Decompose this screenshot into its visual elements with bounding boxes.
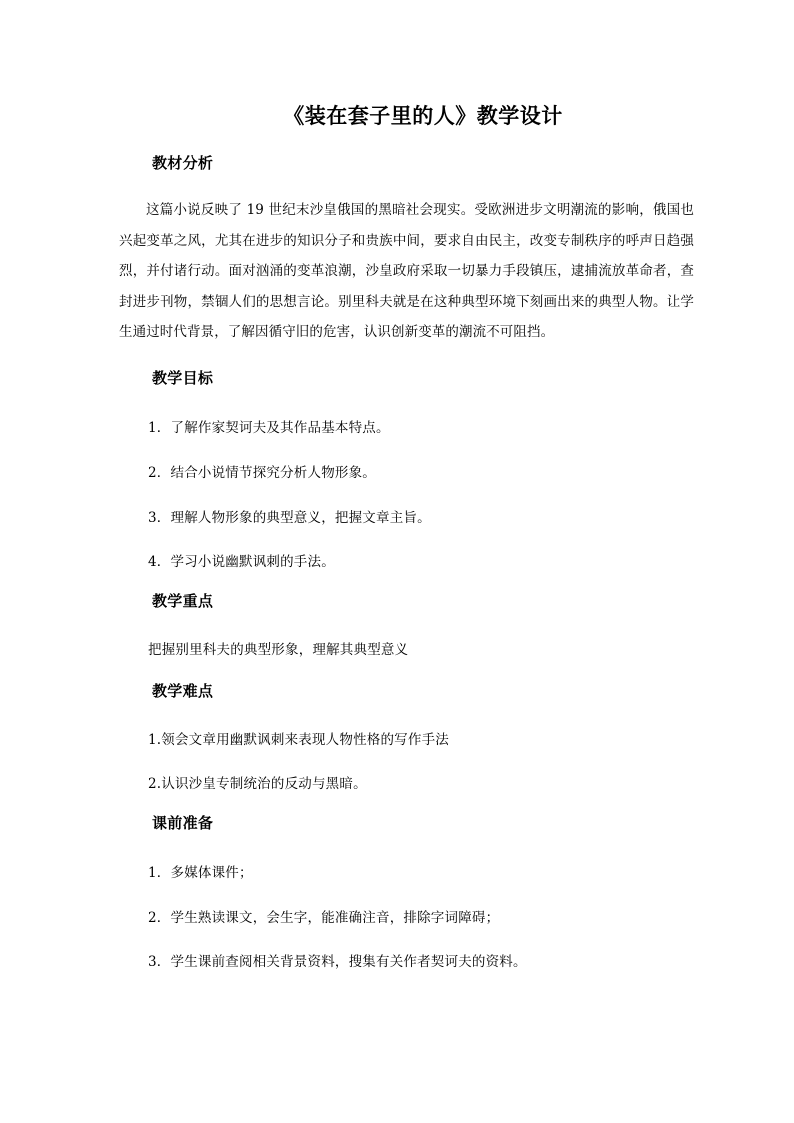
focus-text: 把握别里科夫的典型形象，理解其典型意义 — [148, 642, 409, 658]
goal-item: 4．学习小说幽默讽刺的手法。 — [148, 554, 335, 570]
preparation-item: 3．学生课前查阅相关背景资料，搜集有关作者契诃夫的资料。 — [148, 954, 527, 970]
difficulty-item: 1.领会文章用幽默讽刺来表现人物性格的写作手法 — [148, 732, 449, 748]
analysis-paragraph: 这篇小说反映了 19 世纪末沙皇俄国的黑暗社会现实。受欧洲进步文明潮流的影响，俄国也兴起变革之风，尤其在进步的知识分子和贵族中间，要求自由民主，改变专制秩序的呼声日趋强烈，并付诸行动。面对汹涌的变革浪潮，沙皇政府采取一切暴力手段镇压，逮捕流放革命者，查封进步刊物，禁锢人们的思想言论。别里科夫就是在这种典型环境下刻画出来的典型人物。让学生通过时代背景，了解因循守旧的危害，认识创新变革的潮流不可阻挡。 — [119, 202, 694, 340]
section-heading-goals: 教学目标 — [152, 369, 214, 387]
goal-item: 1．了解作家契诃夫及其作品基本特点。 — [148, 420, 390, 436]
section-heading-preparation: 课前准备 — [152, 814, 214, 832]
difficulty-item: 2.认识沙皇专制统治的反动与黑暗。 — [148, 776, 367, 792]
goal-item: 2．结合小说情节探究分析人物形象。 — [148, 465, 376, 481]
preparation-item: 2．学生熟读课文，会生字，能准确注音，排除字词障碍； — [148, 910, 500, 926]
goal-item: 3．理解人物形象的典型意义，把握文章主旨。 — [148, 510, 431, 526]
section-heading-focus: 教学重点 — [152, 592, 214, 610]
section-heading-difficulty: 教学难点 — [152, 682, 214, 700]
section-heading-analysis: 教材分析 — [152, 154, 214, 172]
document-title: 《装在套子里的人》教学设计 — [283, 103, 563, 128]
preparation-item: 1．多媒体课件； — [148, 865, 253, 881]
